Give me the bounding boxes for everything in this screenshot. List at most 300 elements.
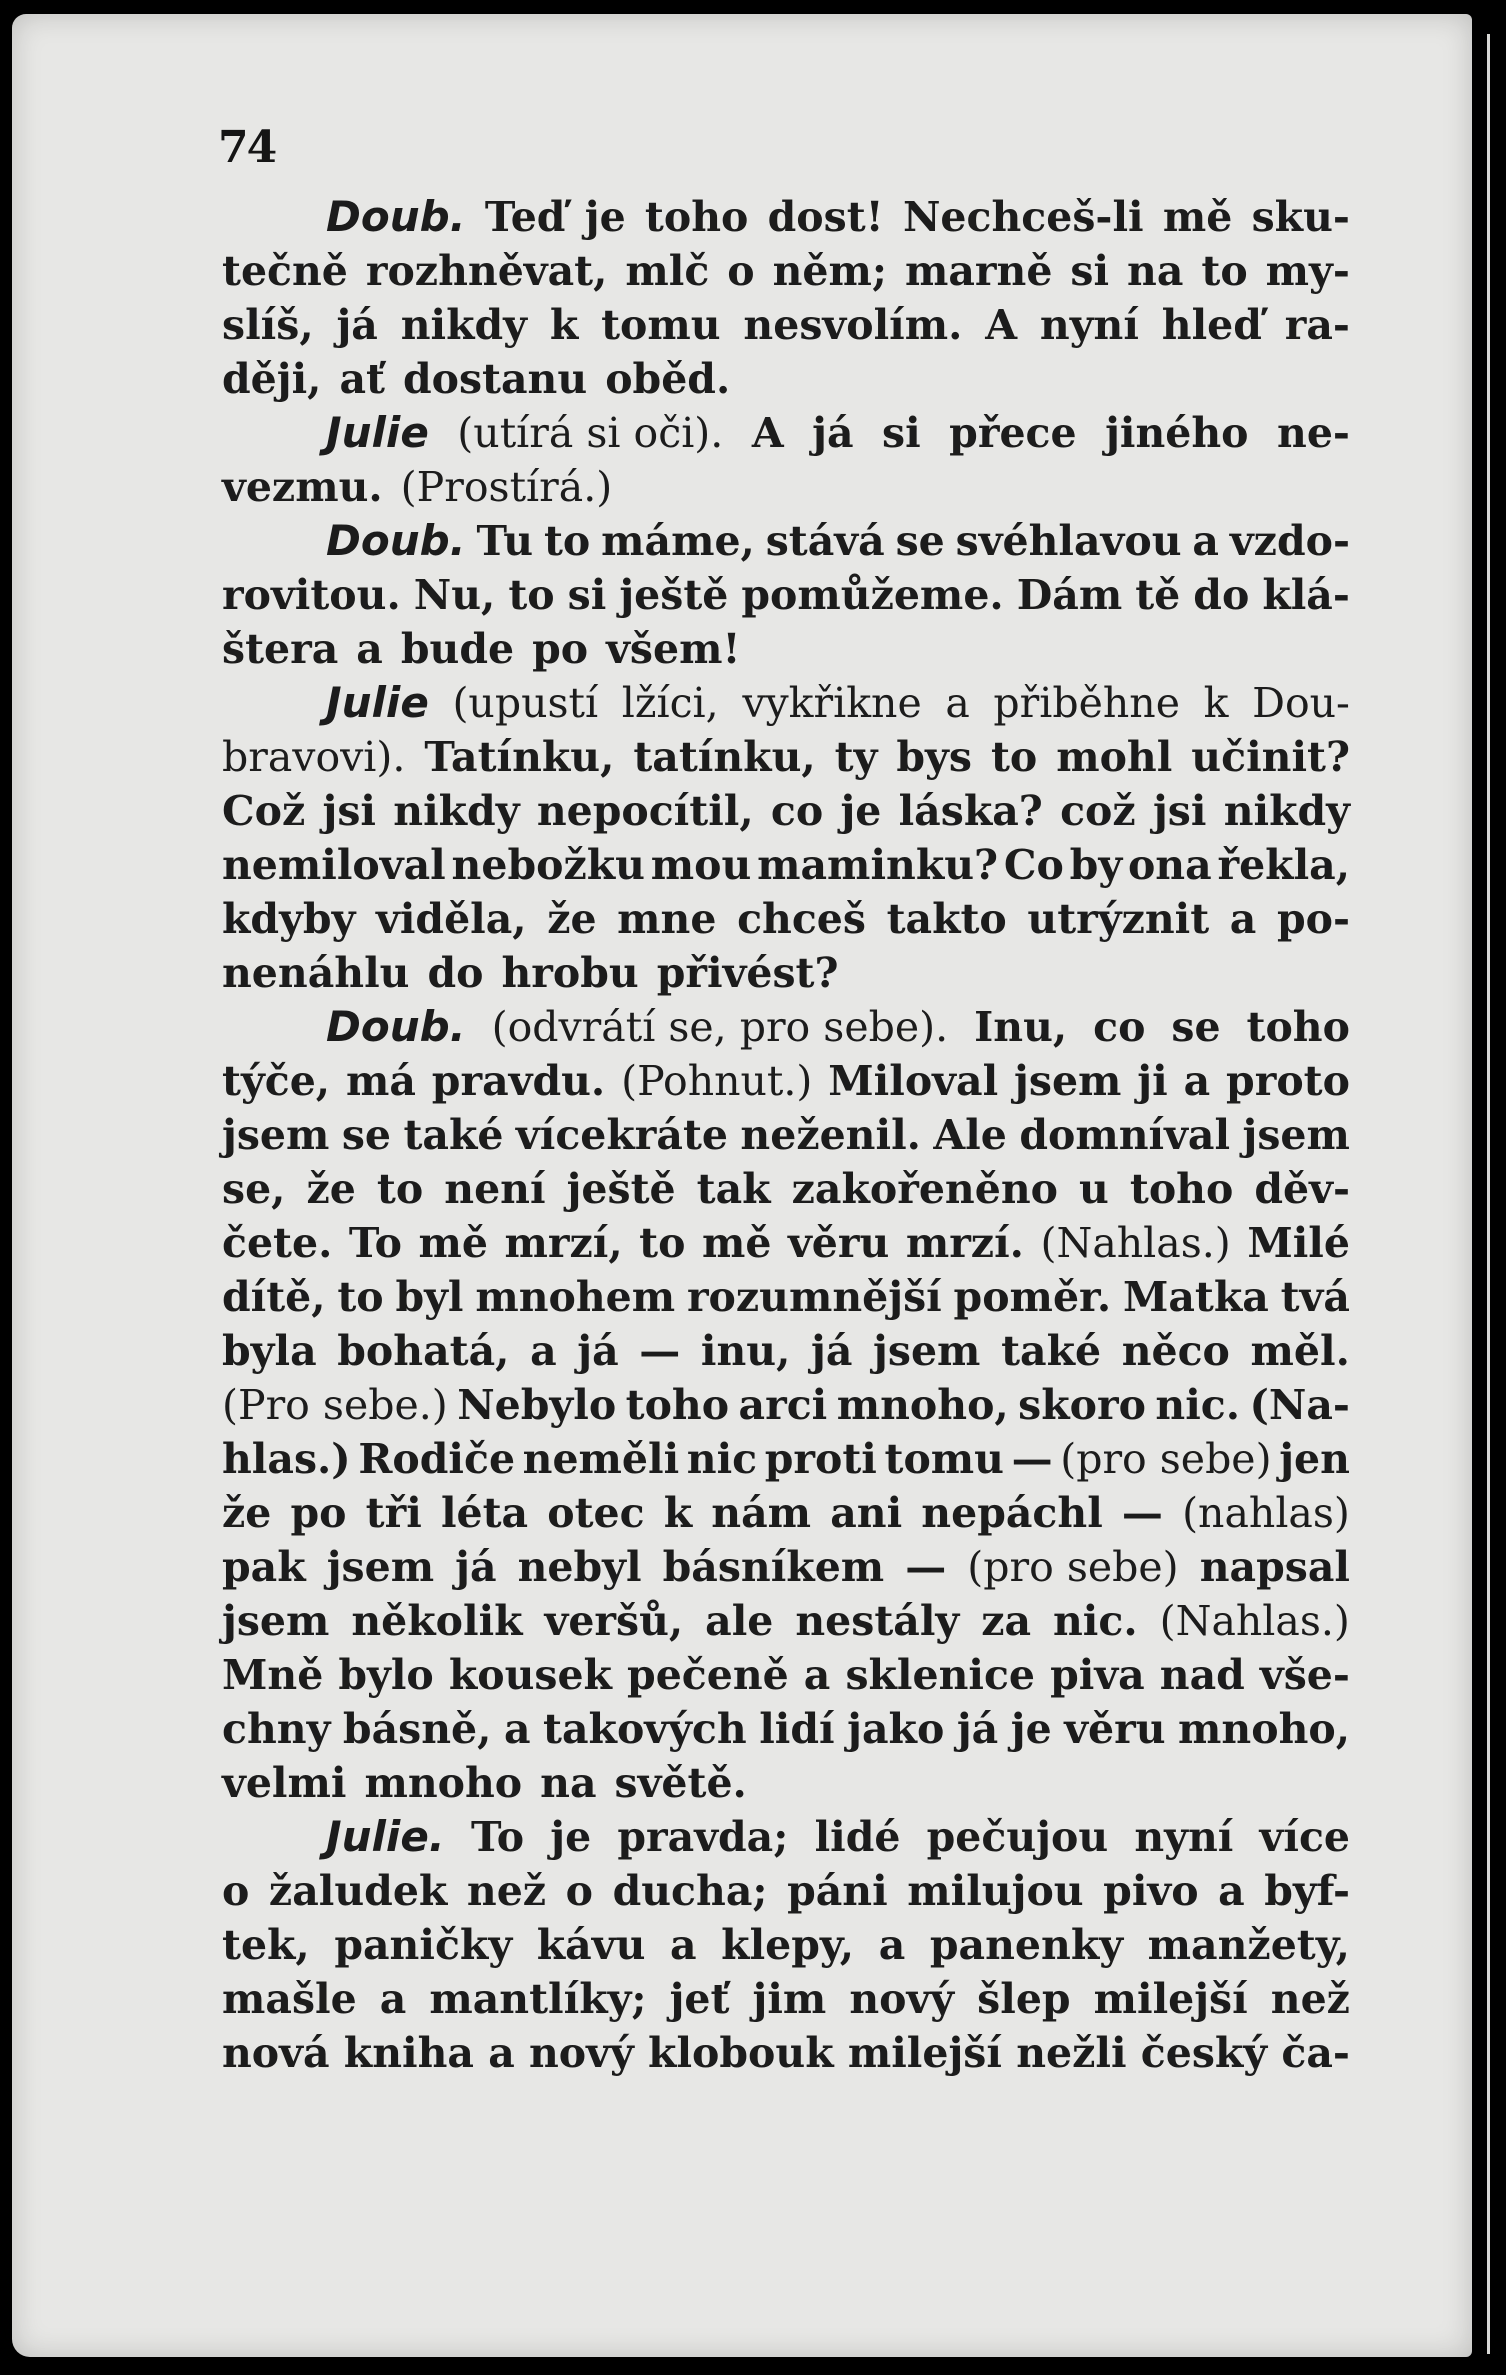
word: několik [351, 1597, 523, 1645]
text-line [222, 1864, 1350, 1918]
speaker-name: Julie [326, 678, 429, 727]
word: to [990, 733, 1038, 781]
word: že [547, 895, 597, 943]
word: nám [711, 1489, 812, 1537]
speaker-name: Julie. [326, 1812, 445, 1861]
word: věru [1064, 1705, 1166, 1753]
word: o [727, 247, 755, 295]
word: básníkem [662, 1543, 885, 1591]
text-line [222, 460, 1350, 514]
speaker-name: Julie [326, 408, 429, 457]
word: klá- [1262, 571, 1350, 619]
text-line [222, 1108, 1350, 1162]
word: poměr. [953, 1273, 1112, 1321]
word: věru [787, 1219, 890, 1267]
word: nový [849, 1975, 955, 2023]
word: páni [787, 1867, 888, 1915]
word: tři [365, 1489, 422, 1537]
word: mě [418, 1219, 489, 1267]
word: po [290, 1489, 347, 1537]
word: já [956, 1705, 999, 1753]
word: nestály [795, 1597, 960, 1645]
stage-direction: (utírá si oči). [457, 409, 724, 457]
word: milujou [907, 1867, 1084, 1915]
word: proto [1226, 1057, 1350, 1105]
word: nyní [1134, 1813, 1234, 1861]
word: ty [834, 733, 878, 781]
word: a [1183, 1057, 1211, 1105]
word: klepy, [721, 1921, 855, 1969]
stage-direction: (Nahlas.) [1159, 1597, 1350, 1645]
word: a [503, 1705, 531, 1753]
word: Dám [1016, 571, 1123, 619]
text-line [222, 676, 1350, 730]
word: také [1001, 1327, 1102, 1375]
word: ča- [1281, 2029, 1350, 2077]
word: nyní [1039, 301, 1139, 349]
text-line [222, 1972, 1350, 2026]
text-line [222, 784, 1350, 838]
word: tě [1135, 571, 1181, 619]
text-line [222, 1378, 1350, 1432]
word: tvá [1280, 1273, 1350, 1321]
word: vzdo- [1229, 517, 1350, 565]
word: skoro [1018, 1381, 1146, 1429]
stage-direction: lžíci, [621, 679, 719, 727]
play-text [222, 190, 1350, 2080]
word: český [1140, 2029, 1268, 2077]
stage-direction: (odvrátí se, pro sebe). [491, 1003, 949, 1051]
word: nikdy [1223, 787, 1350, 835]
word: mohl [1056, 733, 1173, 781]
word: učinit? [1191, 733, 1350, 781]
word: se [1171, 1003, 1221, 1051]
word: jako [847, 1705, 945, 1753]
text-line [222, 1810, 1350, 1864]
word: nic. [1155, 1381, 1241, 1429]
stage-direction: Dou- [1252, 679, 1350, 727]
word: pak [222, 1543, 306, 1591]
word: a [1218, 1867, 1245, 1915]
word: neměli [522, 1435, 680, 1483]
word: láska? [898, 787, 1043, 835]
word: hlas.) [222, 1435, 351, 1483]
word: ještě [566, 1165, 676, 1213]
word: svéhlavou [955, 517, 1182, 565]
word: pečeně [627, 1651, 789, 1699]
text-line [222, 1486, 1350, 1540]
word: něco [1121, 1327, 1230, 1375]
word: to [508, 571, 555, 619]
word: nežli [1016, 2029, 1127, 2077]
word: — [1121, 1489, 1163, 1537]
word: pivo [1103, 1867, 1199, 1915]
word: veršů, [544, 1597, 684, 1645]
word: hleď [1161, 301, 1262, 349]
word: mě [1162, 193, 1233, 241]
word: sklenice [845, 1651, 1036, 1699]
word: nový [529, 2029, 634, 2077]
word: šlep [977, 1975, 1071, 2023]
word: takových [543, 1705, 747, 1753]
word: by [1069, 841, 1123, 889]
stage-direction: (upustí [452, 679, 599, 727]
word: nesvolím. [743, 301, 963, 349]
word: já [811, 1327, 853, 1375]
word: to [1201, 247, 1248, 295]
text-line [222, 1594, 1350, 1648]
word: utrýznit [1027, 895, 1210, 943]
word: Mně [222, 1651, 324, 1699]
word: manžety, [1147, 1921, 1350, 1969]
text-line [222, 298, 1350, 352]
word: vícekráte [515, 1111, 728, 1159]
word: mnoho [364, 1759, 523, 1807]
word: jsem [222, 1597, 330, 1645]
word: kousek [448, 1651, 612, 1699]
word: jsi [322, 787, 377, 835]
word: nebožku [451, 841, 645, 889]
word: máme, [601, 517, 755, 565]
stage-direction: vykřikne [742, 679, 922, 727]
word: toho [1129, 1165, 1234, 1213]
text-line [222, 352, 1350, 406]
word: to [543, 517, 591, 565]
page-edge [1487, 34, 1490, 2354]
word: to [639, 1219, 686, 1267]
word: Rodiče [358, 1435, 516, 1483]
word: léta [440, 1489, 529, 1537]
word: ať [339, 355, 385, 403]
word: mrzí, [504, 1219, 623, 1267]
word: že [222, 1489, 272, 1537]
word: k [663, 1489, 693, 1537]
word: rozumnější [686, 1273, 942, 1321]
word: Teď [484, 193, 566, 241]
text-line [222, 838, 1350, 892]
word: to [376, 1165, 424, 1213]
word: po [532, 625, 589, 673]
word: bys [896, 733, 972, 781]
word: je [1010, 1705, 1052, 1753]
word: bohatá, [337, 1327, 510, 1375]
word: se [895, 517, 945, 565]
word: byf- [1264, 1867, 1350, 1915]
word: nikdy [393, 787, 520, 835]
word: A [751, 409, 784, 457]
word: bylo [338, 1651, 434, 1699]
word: domníval [1019, 1111, 1231, 1159]
word: žaludek [268, 1867, 448, 1915]
word: jsem [1242, 1111, 1350, 1159]
word: nikdy [400, 301, 527, 349]
word: jsi [1152, 787, 1207, 835]
text-line [222, 1756, 1350, 1810]
word: nad [1159, 1651, 1245, 1699]
word: básně, [342, 1705, 492, 1753]
word: To [348, 1219, 403, 1267]
word: Nebylo [457, 1381, 617, 1429]
word: nepáchl [921, 1489, 1103, 1537]
stage-direction: (Nahlas.) [1040, 1219, 1231, 1267]
word: si [882, 409, 921, 457]
word: tek, [222, 1921, 310, 1969]
speaker-name: Doub. [326, 1002, 466, 1051]
word: je [550, 1813, 592, 1861]
stage-direction: a [945, 679, 970, 727]
word: jiného [1105, 409, 1249, 457]
speaker-name: Doub. [326, 192, 466, 241]
text-line [222, 1000, 1350, 1054]
text-line [222, 1432, 1350, 1486]
word: nemiloval [222, 841, 446, 889]
word: ji [1137, 1057, 1168, 1105]
word: — [639, 1327, 681, 1375]
stage-direction: (Pro sebe.) [222, 1381, 448, 1429]
text-line [222, 730, 1350, 784]
word: milejší [1093, 1975, 1248, 2023]
word: za [981, 1597, 1032, 1645]
word: Což [222, 787, 306, 835]
text-line [222, 1702, 1350, 1756]
word: já [336, 301, 378, 349]
word: se, [222, 1165, 286, 1213]
word: bude [400, 625, 515, 673]
word: že [306, 1165, 356, 1213]
word: jim [752, 1975, 827, 2023]
word: Nechceš-li [902, 193, 1144, 241]
word: jsem [1014, 1057, 1122, 1105]
word: Tu [476, 517, 534, 565]
word: chny [222, 1705, 331, 1753]
text-line [222, 1216, 1350, 1270]
text-line [222, 568, 1350, 622]
word: mne [617, 895, 717, 943]
word: přivést? [656, 949, 839, 997]
word: to [337, 1273, 384, 1321]
word: a [530, 1327, 557, 1375]
text-line [222, 1648, 1350, 1702]
word: štera [222, 625, 339, 673]
word: měl. [1250, 1327, 1350, 1375]
word: a [669, 1921, 697, 1969]
word: dítě, [222, 1273, 326, 1321]
word: nebyl [517, 1543, 642, 1591]
word: napsal [1199, 1543, 1350, 1591]
word: pravdu. [431, 1057, 606, 1105]
word: mnoho, [1178, 1705, 1350, 1753]
word: tatínku, [633, 733, 816, 781]
word: sku- [1251, 193, 1350, 241]
word: nic. [1053, 1597, 1138, 1645]
word: Tatínku, [424, 733, 615, 781]
word: o [565, 1867, 593, 1915]
word: a [1192, 517, 1219, 565]
word: ne- [1277, 409, 1350, 457]
word: jsem [222, 1111, 330, 1159]
word: kdyby [222, 895, 356, 943]
word: piva [1050, 1651, 1145, 1699]
word: my- [1265, 247, 1350, 295]
word: viděla, [376, 895, 527, 943]
word: mrzí. [905, 1219, 1024, 1267]
word: a [803, 1651, 831, 1699]
word: jen [1279, 1435, 1350, 1483]
speaker-name: Doub. [326, 516, 466, 565]
word: otec [547, 1489, 645, 1537]
word: ona [1127, 841, 1212, 889]
word: Co [1003, 841, 1064, 889]
word: ději, [222, 355, 322, 403]
word: lidé [814, 1813, 901, 1861]
word: mnohem [475, 1273, 676, 1321]
word: také [403, 1111, 504, 1159]
word: než [466, 1867, 547, 1915]
word: než [1270, 1975, 1350, 2023]
word: něm; [772, 247, 888, 295]
word: což [1060, 787, 1136, 835]
word: vše- [1259, 1651, 1350, 1699]
word: u [1079, 1165, 1109, 1213]
word: přece [949, 409, 1077, 457]
word: čete. [222, 1219, 333, 1267]
word: slíš, [222, 301, 314, 349]
stage-direction: (pro sebe) [967, 1543, 1179, 1591]
word: — [1011, 1435, 1053, 1483]
word: chceš [737, 895, 866, 943]
page-number: 74 [218, 122, 276, 173]
word: klobouk [648, 2029, 834, 2077]
word: ani [830, 1489, 903, 1537]
word: si [567, 571, 607, 619]
word: a [379, 1975, 407, 2023]
word: byl [395, 1273, 464, 1321]
word: maminku? [757, 841, 999, 889]
stage-direction: bravovi). [222, 733, 406, 781]
word: arci [738, 1381, 828, 1429]
word: panenky [929, 1921, 1124, 1969]
word: na [1127, 247, 1184, 295]
word: byla [222, 1327, 317, 1375]
word: stává [765, 517, 885, 565]
word: já [812, 409, 854, 457]
word: mašle [222, 1975, 357, 2023]
word: (Na- [1249, 1381, 1350, 1429]
word: je [840, 787, 882, 835]
word: ještě [619, 571, 729, 619]
word: si [1070, 247, 1110, 295]
word: Miloval [828, 1057, 999, 1105]
word: mnoho, [836, 1381, 1009, 1429]
text-line [222, 1054, 1350, 1108]
word: vezmu. [222, 463, 383, 511]
word: a [878, 1921, 906, 1969]
word: neženil. [740, 1111, 921, 1159]
word: Ale [933, 1111, 1007, 1159]
text-line [222, 244, 1350, 298]
word: jeť [669, 1975, 730, 2023]
stage-direction: (Pohnut.) [621, 1057, 813, 1105]
word: Matka [1122, 1273, 1269, 1321]
word: marně [904, 247, 1053, 295]
word: Inu, [974, 1003, 1068, 1051]
word: dostanu [402, 355, 588, 403]
word: zakořeněno [791, 1165, 1058, 1213]
word: do [1193, 571, 1250, 619]
word: tečně [222, 247, 348, 295]
word: kávu [536, 1921, 646, 1969]
word: více [1259, 1813, 1350, 1861]
word: jsem [326, 1543, 435, 1591]
word: toho [644, 193, 749, 241]
stage-direction: (pro sebe) [1060, 1435, 1272, 1483]
word: jsem [873, 1327, 981, 1375]
word: hrobu [501, 949, 639, 997]
word: mlč [625, 247, 710, 295]
word: nic [686, 1435, 758, 1483]
word: k [549, 301, 579, 349]
word: paničky [334, 1921, 513, 1969]
word: lidí [759, 1705, 835, 1753]
word: inu, [700, 1327, 791, 1375]
word: ale [705, 1597, 774, 1645]
text-line [222, 190, 1350, 244]
word: pravda; [617, 1813, 789, 1861]
word: tomu [884, 1435, 1004, 1483]
word: na [540, 1759, 597, 1807]
word: — [905, 1543, 947, 1591]
word: Milé [1247, 1219, 1350, 1267]
word: mou [650, 841, 752, 889]
word: toho [625, 1381, 730, 1429]
word: a [356, 625, 383, 673]
word: ducha; [612, 1867, 768, 1915]
word: oběd. [605, 355, 731, 403]
word: mě [701, 1219, 772, 1267]
text-line [222, 514, 1350, 568]
word: To [470, 1813, 525, 1861]
word: má [345, 1057, 416, 1105]
word: Nu, [413, 571, 496, 619]
word: mantlíky; [429, 1975, 647, 2023]
word: světě. [614, 1759, 747, 1807]
word: pečujou [926, 1813, 1109, 1861]
word: proti [764, 1435, 877, 1483]
word: pomůžeme. [741, 571, 1004, 619]
word: kniha [343, 2029, 474, 2077]
word: není [444, 1165, 546, 1213]
word: se [341, 1111, 392, 1159]
word: a [488, 2029, 515, 2077]
word: dost! [767, 193, 884, 241]
word: nepocítil, [536, 787, 754, 835]
word: takto [886, 895, 1007, 943]
text-line [222, 1324, 1350, 1378]
text-line [222, 1162, 1350, 1216]
text-line [222, 1918, 1350, 1972]
text-line [222, 892, 1350, 946]
text-line [222, 2026, 1350, 2080]
word: tak [696, 1165, 771, 1213]
word: co [1093, 1003, 1146, 1051]
text-line [222, 1540, 1350, 1594]
word: nová [222, 2029, 330, 2077]
word: a [1229, 895, 1257, 943]
text-line [222, 406, 1350, 460]
word: rovitou. [222, 571, 401, 619]
text-line [222, 946, 1350, 1000]
text-line [222, 622, 1350, 676]
